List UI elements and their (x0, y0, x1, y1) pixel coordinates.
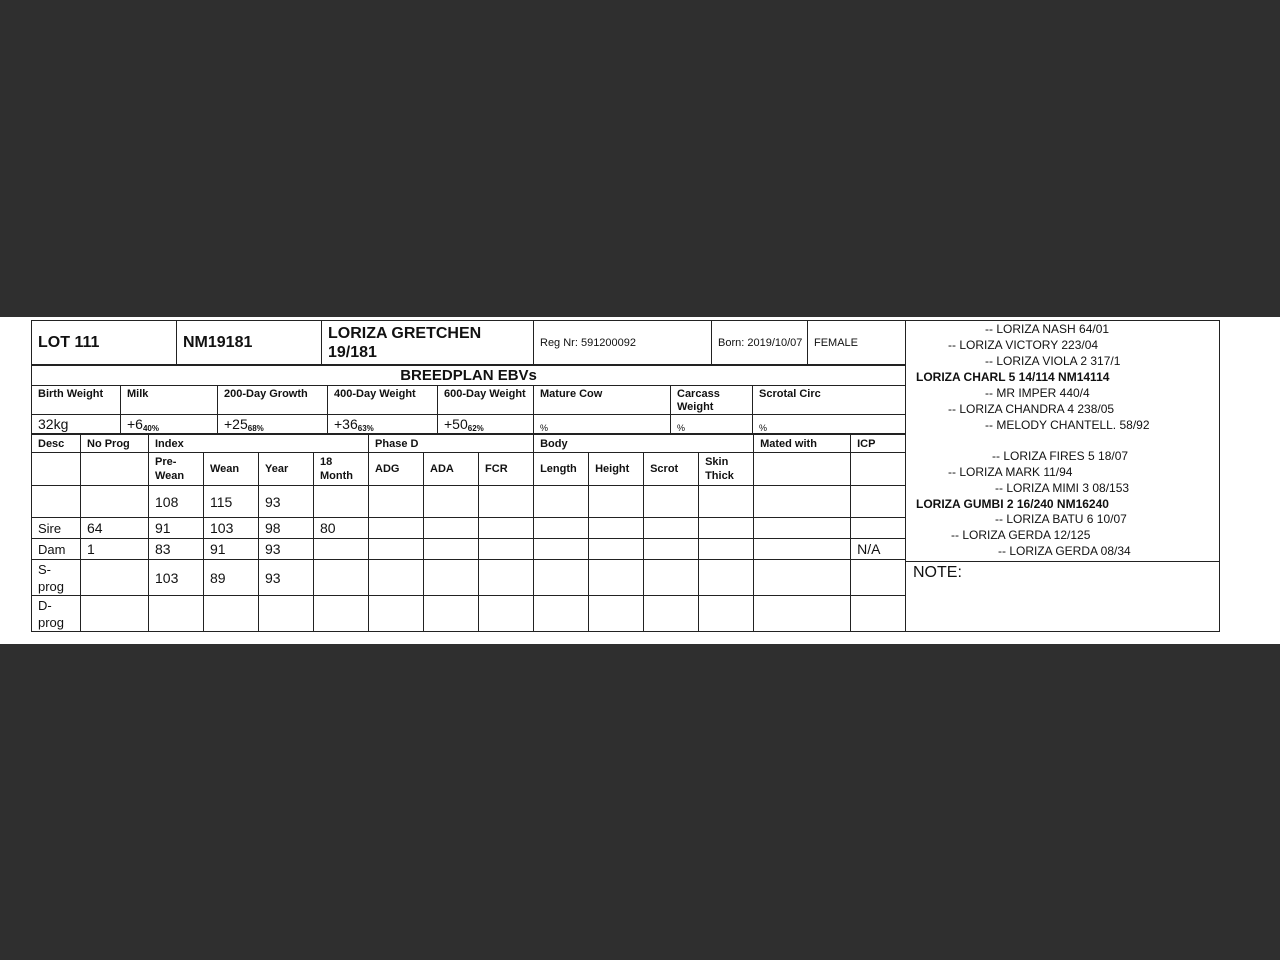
row-year: 93 (259, 539, 314, 560)
empty-cell (589, 518, 644, 539)
table-row-self (32, 486, 906, 518)
row-wean (204, 596, 259, 632)
empty-cell (369, 486, 424, 518)
reg-number: Reg Nr: 591200092 (534, 321, 712, 365)
ebv-label: 600-Day Weight (438, 386, 534, 415)
empty-cell (369, 539, 424, 560)
ebv-value: % (753, 415, 906, 434)
col-year: Year (259, 453, 314, 486)
col-phase-d: Phase D (369, 435, 534, 453)
perf-header-row (32, 435, 906, 453)
row-18-month (314, 539, 369, 560)
pedigree-line: -- LORIZA MARK 11/94 (948, 465, 1073, 479)
empty-cell (424, 518, 479, 539)
ebv-number: +36 (334, 415, 358, 432)
ebv-value (121, 415, 218, 434)
animal-name-line2: 19/181 (328, 343, 377, 361)
pedigree-line: -- LORIZA CHANDRA 4 238/05 (948, 402, 1115, 416)
col-icp: ICP (851, 435, 906, 453)
table-row (32, 539, 906, 560)
pedigree-line: -- LORIZA FIRES 5 18/07 (992, 449, 1129, 463)
ebv-table (31, 365, 906, 434)
empty-cell (589, 486, 644, 518)
col-18-month: 18 Month (314, 453, 369, 486)
performance-table (31, 434, 906, 632)
empty-cell (851, 486, 906, 518)
empty-cell (369, 560, 424, 596)
empty-cell (699, 486, 754, 518)
pedigree-dam: LORIZA GUMBI 2 16/240 NM16240 (916, 497, 1109, 511)
table-row (32, 596, 906, 632)
pedigree-line: -- LORIZA BATU 6 10/07 (995, 512, 1127, 526)
pedigree-line: -- LORIZA MIMI 3 08/153 (995, 481, 1130, 495)
empty-cell (32, 486, 81, 518)
ebv-value: % (671, 415, 753, 434)
row-no-prog (81, 596, 149, 632)
ebv-label: 400-Day Weight (328, 386, 438, 415)
empty-cell (699, 596, 754, 632)
empty-cell (699, 560, 754, 596)
lot-number: LOT 111 (32, 321, 177, 365)
empty-cell (534, 486, 589, 518)
empty-cell (754, 518, 851, 539)
row-icp: N/A (851, 539, 906, 560)
empty-cell (644, 596, 699, 632)
col-pre-wean: Pre-Wean (149, 453, 204, 486)
col-wean: Wean (204, 453, 259, 486)
row-desc: D-prog (32, 596, 81, 632)
col-body: Body (534, 435, 754, 453)
row-wean: 91 (204, 539, 259, 560)
ebv-title: BREEDPLAN EBVs (32, 366, 906, 386)
empty-cell (754, 453, 851, 486)
ebv-label: Carcass Weight (671, 386, 753, 415)
ebv-accuracy: 63% (357, 423, 374, 433)
empty-cell (424, 486, 479, 518)
empty-cell (534, 539, 589, 560)
row-year: 93 (259, 560, 314, 596)
col-scrot: Scrot (644, 453, 699, 486)
ebv-number: +50 (444, 415, 468, 432)
empty-cell (851, 453, 906, 486)
row-icp (851, 596, 906, 632)
empty-cell (754, 539, 851, 560)
empty-cell (754, 596, 851, 632)
empty-cell (479, 560, 534, 596)
col-adg: ADG (369, 453, 424, 486)
empty-cell (589, 560, 644, 596)
col-skin-thick: Skin Thick (699, 453, 754, 486)
col-ada: ADA (424, 453, 479, 486)
empty-cell (534, 560, 589, 596)
ebv-number: +6 (127, 415, 143, 432)
ebv-value (218, 415, 328, 434)
empty-cell (81, 486, 149, 518)
col-mated-with: Mated with (754, 435, 851, 453)
empty-cell (424, 596, 479, 632)
empty-cell (479, 518, 534, 539)
sex: FEMALE (808, 321, 906, 365)
col-desc: Desc (32, 435, 81, 453)
born-date: Born: 2019/10/07 (712, 321, 808, 365)
col-height: Height (589, 453, 644, 486)
row-no-prog: 64 (81, 518, 149, 539)
animal-name-line1: LORIZA GRETCHEN (328, 324, 482, 342)
pedigree-line: -- LORIZA VIOLA 2 317/1 (985, 354, 1121, 368)
self-wean: 115 (204, 486, 259, 518)
ebv-label: Milk (121, 386, 218, 415)
row-no-prog: 1 (81, 539, 149, 560)
row-icp (851, 518, 906, 539)
row-desc: S-prog (32, 560, 81, 596)
table-row (32, 560, 906, 596)
row-year (259, 596, 314, 632)
row-18-month (314, 560, 369, 596)
row-wean: 89 (204, 560, 259, 596)
pedigree-lines (906, 321, 1219, 562)
pedigree-sire: LORIZA CHARL 5 14/114 NM14114 (916, 370, 1110, 384)
ebv-label: 200-Day Growth (218, 386, 328, 415)
row-pre-wean: 91 (149, 518, 204, 539)
perf-subheader-row (32, 453, 906, 486)
pedigree-line: -- LORIZA VICTORY 223/04 (948, 338, 1099, 352)
pedigree-line: -- MELODY CHANTELL. 58/92 (985, 418, 1150, 432)
ebv-value: % (534, 415, 671, 434)
animal-id: NM19181 (177, 321, 322, 365)
row-year: 98 (259, 518, 314, 539)
empty-cell (754, 486, 851, 518)
col-fcr: FCR (479, 453, 534, 486)
col-no-prog: No Prog (81, 435, 149, 453)
row-no-prog (81, 560, 149, 596)
self-pre-wean: 108 (149, 486, 204, 518)
lot-card (31, 320, 905, 632)
empty-cell (534, 596, 589, 632)
empty-cell (81, 453, 149, 486)
row-wean: 103 (204, 518, 259, 539)
row-desc: Sire (32, 518, 81, 539)
self-year: 93 (259, 486, 314, 518)
empty-cell (589, 596, 644, 632)
empty-cell (424, 539, 479, 560)
empty-cell (699, 539, 754, 560)
pedigree-line: -- MR IMPER 440/4 (985, 386, 1090, 400)
row-pre-wean: 103 (149, 560, 204, 596)
ebv-value (32, 415, 121, 434)
empty-cell (589, 539, 644, 560)
pedigree-line: -- LORIZA GERDA 08/34 (998, 544, 1131, 558)
ebv-label-row (32, 386, 906, 415)
empty-cell (534, 518, 589, 539)
row-pre-wean: 83 (149, 539, 204, 560)
ebv-label: Birth Weight (32, 386, 121, 415)
ebv-number: +25 (224, 415, 248, 432)
ebv-number: 32kg (38, 416, 69, 432)
ebv-label: Scrotal Circ (753, 386, 906, 415)
row-icp (851, 560, 906, 596)
empty-cell (424, 560, 479, 596)
ebv-value (438, 415, 534, 434)
empty-cell (644, 518, 699, 539)
ebv-accuracy: 62% (467, 423, 484, 433)
empty-cell (32, 453, 81, 486)
row-18-month: 80 (314, 518, 369, 539)
row-desc: Dam (32, 539, 81, 560)
ebv-accuracy: 40% (142, 423, 159, 433)
col-length: Length (534, 453, 589, 486)
empty-cell (754, 560, 851, 596)
empty-cell (479, 486, 534, 518)
empty-cell (644, 539, 699, 560)
empty-cell (644, 560, 699, 596)
ebv-value (328, 415, 438, 434)
lot-header-table (31, 320, 906, 365)
pedigree-panel (905, 320, 1220, 632)
empty-cell (644, 486, 699, 518)
pedigree-line: -- LORIZA GERDA 12/125 (951, 528, 1091, 542)
ebv-accuracy: 68% (247, 423, 264, 433)
row-18-month (314, 596, 369, 632)
empty-cell (369, 518, 424, 539)
animal-name (322, 321, 534, 365)
empty-cell (314, 486, 369, 518)
pedigree-line: -- LORIZA NASH 64/01 (985, 322, 1110, 336)
empty-cell (699, 518, 754, 539)
ebv-label: Mature Cow (534, 386, 671, 415)
table-row (32, 518, 906, 539)
empty-cell (369, 596, 424, 632)
row-pre-wean (149, 596, 204, 632)
empty-cell (479, 539, 534, 560)
ebv-value-row (32, 415, 906, 434)
col-index: Index (149, 435, 369, 453)
note-label: NOTE: (913, 564, 962, 581)
empty-cell (479, 596, 534, 632)
